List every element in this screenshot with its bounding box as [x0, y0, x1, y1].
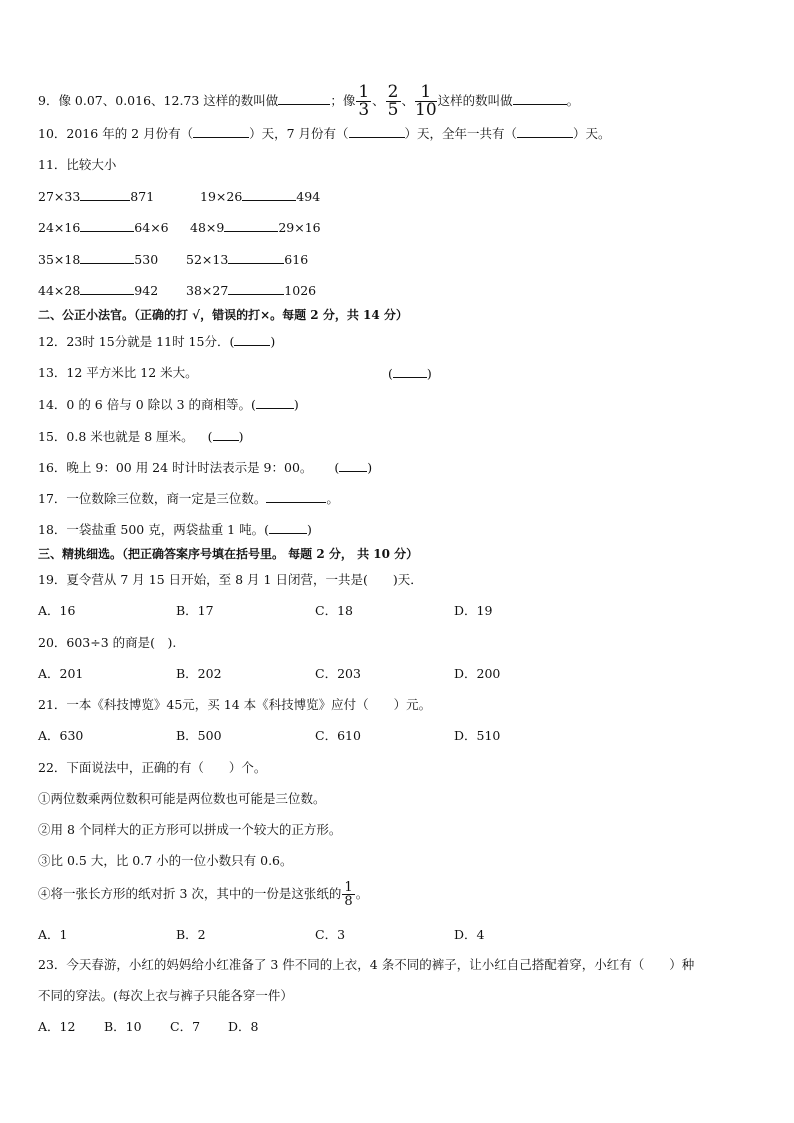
answer-blank[interactable]: [80, 219, 134, 232]
question-23-line-1: 23．今天春游，小红的妈妈给小红准备了 3 件不同的上衣，4 条不同的裤子，让小红自己搭配着穿，小红有（ ）种: [38, 957, 695, 972]
compare-item: [38, 188, 154, 205]
compare-item: [190, 219, 321, 236]
section-3-heading: 三、精挑细选。（把正确答案序号填在括号里。 每题 2 分， 共 10 分）: [38, 547, 419, 561]
compare-right: 942: [134, 283, 159, 298]
separator: 、: [372, 93, 385, 108]
question-21: 21．一本《科技博览》45元，买 14 本《科技博览》应付（ ）元。: [38, 697, 432, 712]
close-paren: ): [426, 366, 432, 381]
answer-blank[interactable]: [349, 125, 405, 138]
option-d[interactable]: D．8: [228, 1019, 259, 1034]
denominator: 10: [415, 100, 437, 120]
answer-blank[interactable]: [393, 365, 427, 378]
question-16: 16．晚上 9：00 用 24 时计时法表示是 9：00。 ( ): [38, 460, 373, 475]
statement-2: ②用 8 个同样大的正方形可以拼成一个较大的正方形。: [38, 822, 342, 837]
close-paren: ): [238, 429, 244, 444]
statement-3: ③比 0.5 大，比 0.7 小的一位小数只有 0.6。: [38, 853, 293, 868]
close-paren: ): [270, 334, 276, 349]
sentence-end: 。: [326, 491, 339, 506]
denominator: 8: [344, 894, 353, 909]
statement-4-text: ④将一张长方形的纸对折 3 次，其中的一份是这张纸的: [38, 886, 342, 901]
compare-right: 494: [296, 189, 321, 204]
compare-right: 530: [134, 252, 159, 267]
option-a[interactable]: A．201: [38, 666, 84, 681]
option-b[interactable]: B．202: [176, 666, 222, 681]
answer-blank[interactable]: [517, 125, 573, 138]
option-c[interactable]: C．203: [315, 666, 361, 681]
question-text: 12．23时 15分就是 11时 15分．(: [38, 334, 235, 349]
option-a[interactable]: A．630: [38, 728, 84, 743]
option-b[interactable]: B．500: [176, 728, 222, 743]
question-10: [38, 125, 611, 142]
q9-text-a: 9．像 0.07、0.016、12.73 这样的数叫做: [38, 93, 279, 108]
option-c[interactable]: C．610: [315, 728, 361, 743]
compare-item: [186, 251, 308, 268]
compare-item: [186, 282, 316, 299]
question-17: [38, 490, 339, 507]
question-14: [38, 396, 299, 413]
question-19: 19．夏令营从 7 月 15 日开始，至 8 月 1 日闭营，一共是( )天．: [38, 572, 423, 587]
answer-blank[interactable]: [80, 251, 134, 264]
question-20: 20．603÷3 的商是( ).: [38, 635, 177, 650]
compare-left: 52×13: [186, 252, 229, 267]
answer-blank[interactable]: [339, 459, 367, 472]
close-paren: ): [293, 397, 299, 412]
question-text: 17．一位数除三位数，商一定是三位数。: [38, 491, 267, 506]
question-12: [38, 333, 275, 350]
question-15: 15．0.8 米也就是 8 厘米。 ( ): [38, 429, 244, 444]
compare-item: [38, 219, 169, 236]
compare-item: [38, 282, 158, 299]
fraction: [386, 84, 401, 119]
compare-left: 35×18: [38, 252, 81, 267]
compare-left: 27×33: [38, 189, 81, 204]
answer-blank[interactable]: [269, 521, 307, 534]
section-2-heading: 二、公正小法官。（正确的打 √，错误的打×。每题 2 分，共 14 分）: [38, 308, 408, 322]
question-text: 13．12 平方米比 12 米大。: [38, 365, 198, 380]
option-d[interactable]: D．510: [454, 728, 501, 743]
q9-text-c: 这样的数叫做: [437, 93, 513, 108]
q10-text-c: ）天，全年一共有（: [404, 126, 518, 141]
answer-blank[interactable]: [278, 92, 330, 105]
answer-paren: ( ): [388, 366, 432, 381]
question-18: [38, 521, 312, 538]
statement-4: [38, 881, 368, 908]
option-b[interactable]: B．2: [176, 927, 206, 942]
question-23-line-2: 不同的穿法。(每次上衣与裤子只能各穿一件）: [38, 988, 293, 1003]
fraction: [342, 881, 354, 908]
answer-blank[interactable]: [228, 251, 284, 264]
numerator: 1: [415, 84, 437, 102]
compare-right: 64×6: [134, 220, 169, 235]
answer-blank[interactable]: [193, 125, 249, 138]
answer-blank[interactable]: [266, 490, 326, 503]
question-text: 16．晚上 9：00 用 24 时计时法表示是 9：00。: [38, 460, 313, 475]
question-9: [38, 84, 579, 119]
answer-blank[interactable]: [513, 92, 567, 105]
answer-blank[interactable]: [234, 333, 270, 346]
compare-right: 29×16: [278, 220, 321, 235]
option-c[interactable]: C．18: [315, 603, 353, 618]
question-22: 22．下面说法中，正确的有（ ）个。: [38, 760, 267, 775]
option-d[interactable]: D．4: [454, 927, 485, 942]
fraction: [415, 84, 437, 119]
compare-left: 24×16: [38, 220, 81, 235]
answer-blank[interactable]: [228, 282, 284, 295]
question-text: 18．一袋盐重 500 克，两袋盐重 1 吨。(: [38, 522, 269, 537]
option-b[interactable]: B．17: [176, 603, 214, 618]
answer-blank[interactable]: [224, 219, 278, 232]
statement-1: ①两位数乘两位数积可能是两位数也可能是三位数。: [38, 791, 326, 806]
fraction: [356, 84, 371, 119]
option-a[interactable]: A．1: [38, 927, 68, 942]
question-text: 14．0 的 6 倍与 0 除以 3 的商相等。(: [38, 397, 256, 412]
answer-blank[interactable]: [80, 188, 130, 201]
question-13: [38, 365, 198, 381]
separator: 、: [401, 93, 415, 108]
numerator: 1: [358, 82, 370, 102]
close-paren: ): [367, 460, 373, 475]
compare-left: 19×26: [200, 189, 243, 204]
answer-blank[interactable]: [80, 282, 134, 295]
close-paren: ): [307, 522, 312, 537]
denominator: 3: [358, 100, 370, 120]
q10-text-d: ）天。: [573, 126, 611, 141]
compare-left: 44×28: [38, 283, 81, 298]
compare-item: [200, 188, 320, 205]
compare-right: 616: [284, 252, 309, 267]
compare-item: [38, 251, 158, 268]
answer-blank[interactable]: [256, 396, 294, 409]
option-d[interactable]: D．200: [454, 666, 501, 681]
option-b[interactable]: B．10: [104, 1019, 142, 1034]
numerator: 1: [344, 880, 353, 895]
q9-text-b: ；像: [330, 93, 356, 108]
option-c[interactable]: C．3: [315, 927, 346, 942]
option-a[interactable]: A．16: [38, 603, 76, 618]
answer-blank[interactable]: [242, 188, 296, 201]
compare-right: 871: [130, 189, 155, 204]
option-d[interactable]: D．19: [454, 603, 493, 618]
sentence-end: 。: [355, 886, 369, 901]
q10-text-b: ）天，7 月份有（: [249, 126, 349, 141]
answer-blank[interactable]: [213, 428, 239, 441]
question-11-title: 11．比较大小: [38, 157, 117, 172]
compare-right: 1026: [284, 283, 317, 298]
q9-text-d: 。: [566, 93, 580, 108]
denominator: 5: [387, 100, 399, 120]
compare-left: 48×9: [190, 220, 225, 235]
q10-text-a: 10．2016 年的 2 月份有（: [38, 126, 194, 141]
compare-left: 38×27: [186, 283, 229, 298]
numerator: 2: [387, 82, 399, 102]
option-c[interactable]: C．7: [170, 1019, 201, 1034]
option-a[interactable]: A．12: [38, 1019, 76, 1034]
question-text: 15．0.8 米也就是 8 厘米。: [38, 429, 194, 444]
